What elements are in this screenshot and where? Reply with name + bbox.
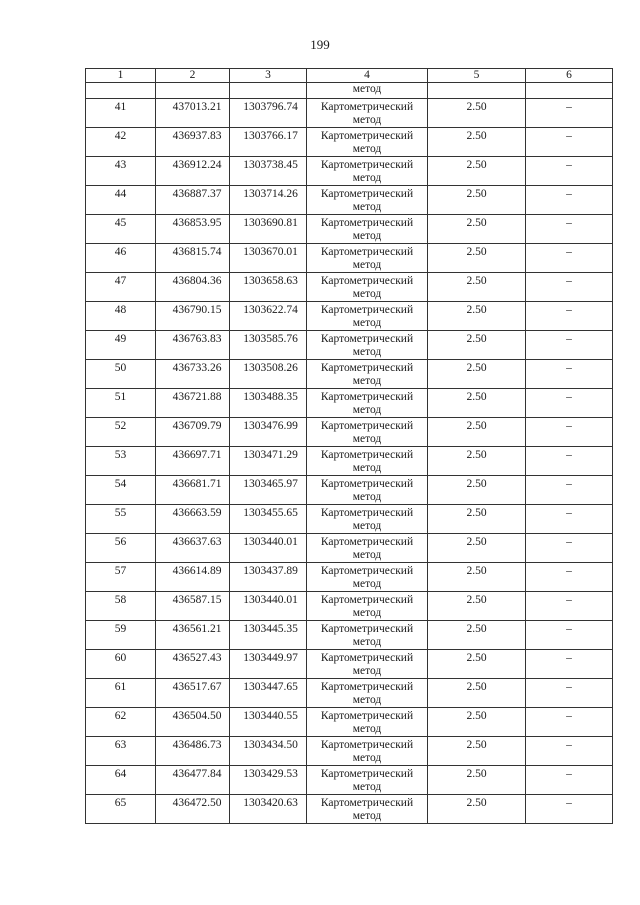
cell-method (307, 708, 428, 737)
cell-description: – (526, 650, 613, 679)
method-text: Картометрический метод (320, 710, 414, 735)
cell-y-coordinate: 1303455.65 (230, 505, 307, 534)
cell-point-number: 48 (86, 302, 156, 331)
cell-point-number: 58 (86, 592, 156, 621)
method-text: Картометрический метод (320, 797, 414, 822)
cell-y-coordinate: 1303440.55 (230, 708, 307, 737)
cell-accuracy: 2.50 (428, 157, 526, 186)
table-row (86, 302, 613, 331)
cell-description: – (526, 215, 613, 244)
column-header-6: 6 (526, 69, 613, 83)
cell-y-coordinate: 1303766.17 (230, 128, 307, 157)
cell-accuracy: 2.50 (428, 650, 526, 679)
cell-y-coordinate: 1303445.35 (230, 621, 307, 650)
method-text: Картометрический метод (320, 594, 414, 619)
table-row (86, 737, 613, 766)
cell-x-coordinate: 436804.36 (156, 273, 230, 302)
cell-y-coordinate: 1303670.01 (230, 244, 307, 273)
cell-method (307, 389, 428, 418)
cell-point-number: 63 (86, 737, 156, 766)
table-row (86, 157, 613, 186)
cell-point-number: 51 (86, 389, 156, 418)
cell-point-number: 54 (86, 476, 156, 505)
cell-method (307, 737, 428, 766)
cell-accuracy: 2.50 (428, 621, 526, 650)
continued-cell-5 (428, 83, 526, 99)
cell-method (307, 679, 428, 708)
table-row (86, 99, 613, 128)
cell-method (307, 128, 428, 157)
cell-y-coordinate: 1303429.53 (230, 766, 307, 795)
method-text: Картометрический метод (320, 391, 414, 416)
cell-point-number: 42 (86, 128, 156, 157)
cell-point-number: 61 (86, 679, 156, 708)
table-row (86, 389, 613, 418)
table-row (86, 128, 613, 157)
cell-y-coordinate: 1303738.45 (230, 157, 307, 186)
cell-x-coordinate: 436561.21 (156, 621, 230, 650)
cell-y-coordinate: 1303508.26 (230, 360, 307, 389)
cell-accuracy: 2.50 (428, 737, 526, 766)
cell-x-coordinate: 436681.71 (156, 476, 230, 505)
cell-description: – (526, 505, 613, 534)
cell-description: – (526, 128, 613, 157)
method-text: Картометрический метод (320, 130, 414, 155)
cell-y-coordinate: 1303476.99 (230, 418, 307, 447)
cell-method (307, 273, 428, 302)
table-row (86, 505, 613, 534)
column-header-3: 3 (230, 69, 307, 83)
cell-x-coordinate: 436815.74 (156, 244, 230, 273)
cell-accuracy: 2.50 (428, 302, 526, 331)
cell-x-coordinate: 436527.43 (156, 650, 230, 679)
cell-x-coordinate: 436937.83 (156, 128, 230, 157)
method-text: Картометрический метод (320, 739, 414, 764)
cell-accuracy: 2.50 (428, 389, 526, 418)
cell-description: – (526, 737, 613, 766)
continued-row (86, 83, 613, 99)
cell-accuracy: 2.50 (428, 766, 526, 795)
table-header-row (86, 69, 613, 83)
method-text: Картометрический метод (320, 333, 414, 358)
table-row (86, 331, 613, 360)
cell-accuracy: 2.50 (428, 273, 526, 302)
cell-y-coordinate: 1303796.74 (230, 99, 307, 128)
method-text: Картометрический метод (320, 420, 414, 445)
cell-method (307, 505, 428, 534)
cell-description: – (526, 621, 613, 650)
column-header-1: 1 (86, 69, 156, 83)
cell-x-coordinate: 436790.15 (156, 302, 230, 331)
cell-y-coordinate: 1303440.01 (230, 534, 307, 563)
table-row (86, 592, 613, 621)
method-text: Картометрический метод (320, 304, 414, 329)
cell-description: – (526, 476, 613, 505)
table-row (86, 534, 613, 563)
continued-cell-3 (230, 83, 307, 99)
method-text: Картометрический метод (320, 449, 414, 474)
cell-description: – (526, 679, 613, 708)
cell-point-number: 50 (86, 360, 156, 389)
cell-x-coordinate: 436887.37 (156, 186, 230, 215)
cell-description: – (526, 157, 613, 186)
cell-x-coordinate: 437013.21 (156, 99, 230, 128)
cell-point-number: 60 (86, 650, 156, 679)
cell-x-coordinate: 436587.15 (156, 592, 230, 621)
cell-y-coordinate: 1303465.97 (230, 476, 307, 505)
cell-method (307, 215, 428, 244)
cell-x-coordinate: 436504.50 (156, 708, 230, 737)
cell-accuracy: 2.50 (428, 99, 526, 128)
table-row (86, 418, 613, 447)
table-row (86, 621, 613, 650)
column-header-2: 2 (156, 69, 230, 83)
cell-y-coordinate: 1303420.63 (230, 795, 307, 824)
table-row (86, 476, 613, 505)
cell-x-coordinate: 436477.84 (156, 766, 230, 795)
cell-point-number: 47 (86, 273, 156, 302)
cell-description: – (526, 360, 613, 389)
cell-point-number: 65 (86, 795, 156, 824)
cell-description: – (526, 592, 613, 621)
cell-method (307, 418, 428, 447)
cell-method (307, 157, 428, 186)
table-row (86, 360, 613, 389)
cell-method (307, 592, 428, 621)
cell-description: – (526, 418, 613, 447)
cell-description: – (526, 534, 613, 563)
cell-method (307, 447, 428, 476)
method-text: Картометрический метод (320, 362, 414, 387)
method-text: Картометрический метод (320, 101, 414, 126)
cell-x-coordinate: 436517.67 (156, 679, 230, 708)
cell-description: – (526, 244, 613, 273)
cell-accuracy: 2.50 (428, 186, 526, 215)
table-row (86, 186, 613, 215)
continued-cell-6 (526, 83, 613, 99)
table-body (86, 69, 613, 824)
cell-point-number: 45 (86, 215, 156, 244)
cell-x-coordinate: 436486.73 (156, 737, 230, 766)
cell-y-coordinate: 1303690.81 (230, 215, 307, 244)
table-row (86, 679, 613, 708)
cell-method (307, 302, 428, 331)
cell-accuracy: 2.50 (428, 476, 526, 505)
cell-y-coordinate: 1303658.63 (230, 273, 307, 302)
cell-x-coordinate: 436733.26 (156, 360, 230, 389)
method-text: Картометрический метод (320, 652, 414, 677)
column-header-4: 4 (307, 69, 428, 83)
cell-method (307, 476, 428, 505)
cell-accuracy: 2.50 (428, 244, 526, 273)
table-row (86, 563, 613, 592)
method-text: Картометрический метод (320, 478, 414, 503)
cell-point-number: 56 (86, 534, 156, 563)
table-row (86, 447, 613, 476)
cell-accuracy: 2.50 (428, 563, 526, 592)
cell-point-number: 43 (86, 157, 156, 186)
cell-accuracy: 2.50 (428, 592, 526, 621)
cell-point-number: 57 (86, 563, 156, 592)
table-row (86, 215, 613, 244)
cell-description: – (526, 331, 613, 360)
cell-method (307, 186, 428, 215)
cell-accuracy: 2.50 (428, 418, 526, 447)
cell-accuracy: 2.50 (428, 795, 526, 824)
cell-point-number: 46 (86, 244, 156, 273)
page-number: 199 (310, 37, 330, 52)
method-text: Картометрический метод (320, 536, 414, 561)
cell-description: – (526, 708, 613, 737)
method-text: Картометрический метод (320, 768, 414, 793)
table-row (86, 650, 613, 679)
method-text: Картометрический метод (320, 188, 414, 213)
cell-description: – (526, 795, 613, 824)
continued-cell-1 (86, 83, 156, 99)
cell-description: – (526, 273, 613, 302)
method-text: Картометрический метод (320, 681, 414, 706)
cell-description: – (526, 766, 613, 795)
cell-accuracy: 2.50 (428, 447, 526, 476)
cell-method (307, 99, 428, 128)
cell-x-coordinate: 436709.79 (156, 418, 230, 447)
cell-x-coordinate: 436614.89 (156, 563, 230, 592)
cell-point-number: 59 (86, 621, 156, 650)
method-text: Картометрический метод (320, 159, 414, 184)
cell-accuracy: 2.50 (428, 215, 526, 244)
cell-description: – (526, 447, 613, 476)
cell-y-coordinate: 1303447.65 (230, 679, 307, 708)
table-row (86, 244, 613, 273)
method-text: Картометрический метод (320, 246, 414, 271)
cell-description: – (526, 99, 613, 128)
cell-description: – (526, 389, 613, 418)
cell-method (307, 563, 428, 592)
cell-method (307, 621, 428, 650)
cell-point-number: 62 (86, 708, 156, 737)
cell-y-coordinate: 1303437.89 (230, 563, 307, 592)
cell-y-coordinate: 1303488.35 (230, 389, 307, 418)
cell-accuracy: 2.50 (428, 534, 526, 563)
cell-point-number: 41 (86, 99, 156, 128)
cell-description: – (526, 563, 613, 592)
cell-x-coordinate: 436853.95 (156, 215, 230, 244)
cell-method (307, 766, 428, 795)
cell-accuracy: 2.50 (428, 360, 526, 389)
cell-x-coordinate: 436721.88 (156, 389, 230, 418)
cell-x-coordinate: 436637.63 (156, 534, 230, 563)
cell-method (307, 360, 428, 389)
cell-y-coordinate: 1303434.50 (230, 737, 307, 766)
cell-method (307, 244, 428, 273)
method-text: Картометрический метод (320, 623, 414, 648)
cell-point-number: 53 (86, 447, 156, 476)
cell-point-number: 49 (86, 331, 156, 360)
cell-point-number: 55 (86, 505, 156, 534)
cell-accuracy: 2.50 (428, 331, 526, 360)
cell-y-coordinate: 1303622.74 (230, 302, 307, 331)
coordinates-table (85, 68, 613, 824)
method-text: Картометрический метод (320, 217, 414, 242)
continued-cell-4: метод (307, 83, 428, 99)
cell-accuracy: 2.50 (428, 128, 526, 157)
cell-x-coordinate: 436472.50 (156, 795, 230, 824)
method-text: Картометрический метод (320, 565, 414, 590)
cell-method (307, 331, 428, 360)
table-row (86, 273, 613, 302)
cell-method (307, 795, 428, 824)
cell-y-coordinate: 1303471.29 (230, 447, 307, 476)
cell-y-coordinate: 1303714.26 (230, 186, 307, 215)
continued-cell-2 (156, 83, 230, 99)
cell-x-coordinate: 436697.71 (156, 447, 230, 476)
cell-accuracy: 2.50 (428, 679, 526, 708)
cell-point-number: 44 (86, 186, 156, 215)
cell-point-number: 52 (86, 418, 156, 447)
cell-description: – (526, 186, 613, 215)
method-text: Картометрический метод (320, 275, 414, 300)
cell-x-coordinate: 436663.59 (156, 505, 230, 534)
method-text: Картометрический метод (320, 507, 414, 532)
cell-y-coordinate: 1303585.76 (230, 331, 307, 360)
cell-point-number: 64 (86, 766, 156, 795)
cell-y-coordinate: 1303449.97 (230, 650, 307, 679)
cell-description: – (526, 302, 613, 331)
cell-method (307, 650, 428, 679)
cell-method (307, 534, 428, 563)
table-row (86, 708, 613, 737)
table-row (86, 766, 613, 795)
cell-accuracy: 2.50 (428, 505, 526, 534)
cell-y-coordinate: 1303440.01 (230, 592, 307, 621)
cell-x-coordinate: 436912.24 (156, 157, 230, 186)
column-header-5: 5 (428, 69, 526, 83)
table-row (86, 795, 613, 824)
cell-x-coordinate: 436763.83 (156, 331, 230, 360)
cell-accuracy: 2.50 (428, 708, 526, 737)
